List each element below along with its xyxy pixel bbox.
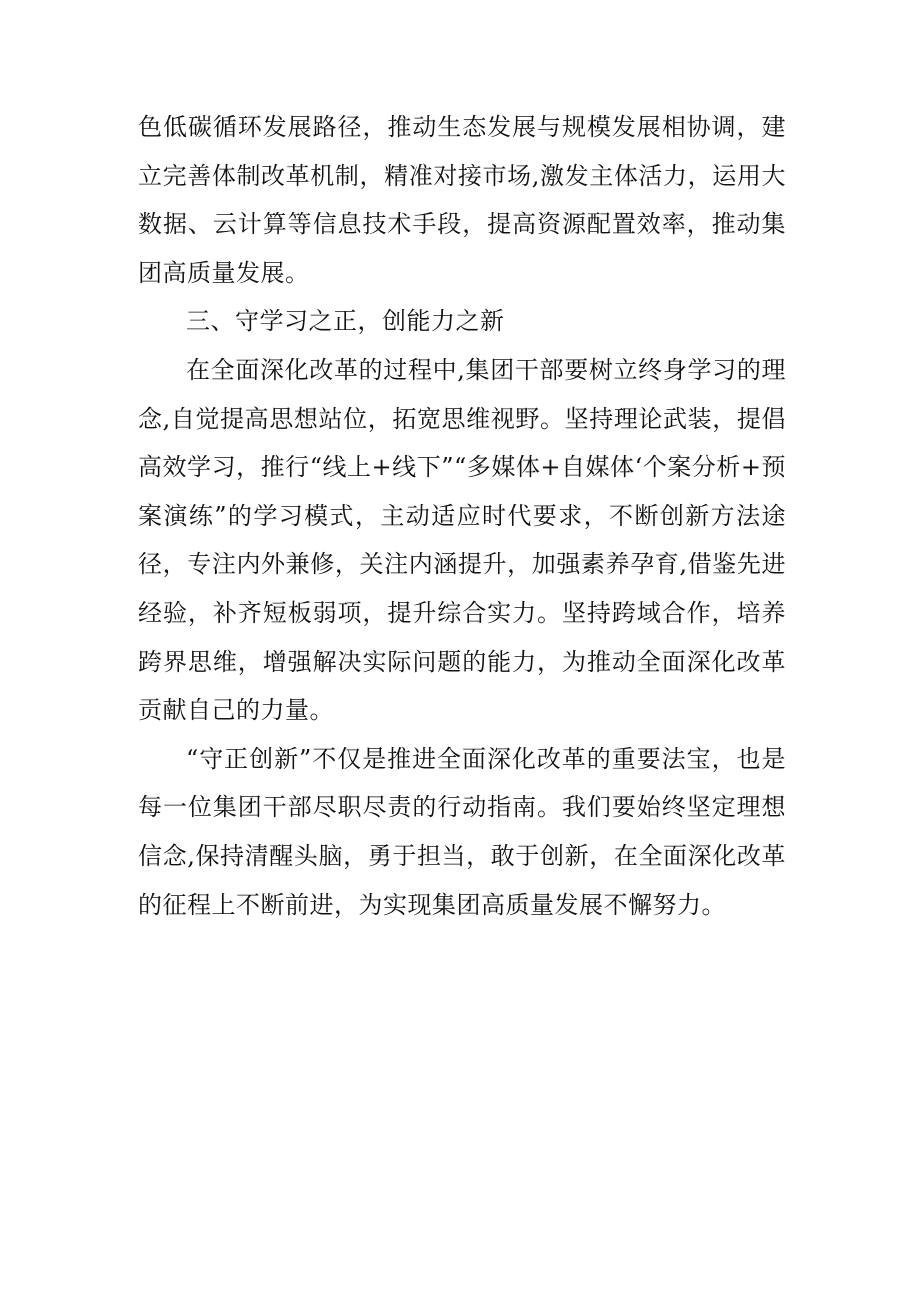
section-heading: 三、守学习之正，创能力之新 [186,307,505,336]
paragraph-body: “守正创新”不仅是推进全面深化改革的重要法宝，也是每一位集团干部尽职尽责的行动指南。我们要始终坚定理想信念,保持清醒头脑，勇于担当，敢于创新，在全面深化改革的征程上不断前进，为实现集团高质量发展不懈努力。 [138,744,786,919]
paragraph-body: 在全面深化改革的过程中,集团干部要树立终身学习的理念,自觉提高思想站位，拓宽思维视野。坚持理论武装，提倡高效学习，推行“线上+线下”“多媒体+自媒体‘个案分析+预案演练”的学习模式，主动适应时代要求，不断创新方法途径，专注内外兼修，关注内涵提升，加强素养孕育,借鉴先进经验，补齐短板弱项，提升综合实力。坚持跨域合作，培养跨界思维，增强解决实际问题的能力，为推动全面深化改革贡献自己的力量。 [138,355,786,725]
document-page [138,103,786,929]
paragraph-continuation: 色低碳循环发展路径，推动生态发展与规模发展相协调，建立完善体制改革机制，精准对接市场,激发主体活力，运用大数据、云计算等信息技术手段，提高资源配置效率，推动集团高质量发展。 [138,113,786,287]
